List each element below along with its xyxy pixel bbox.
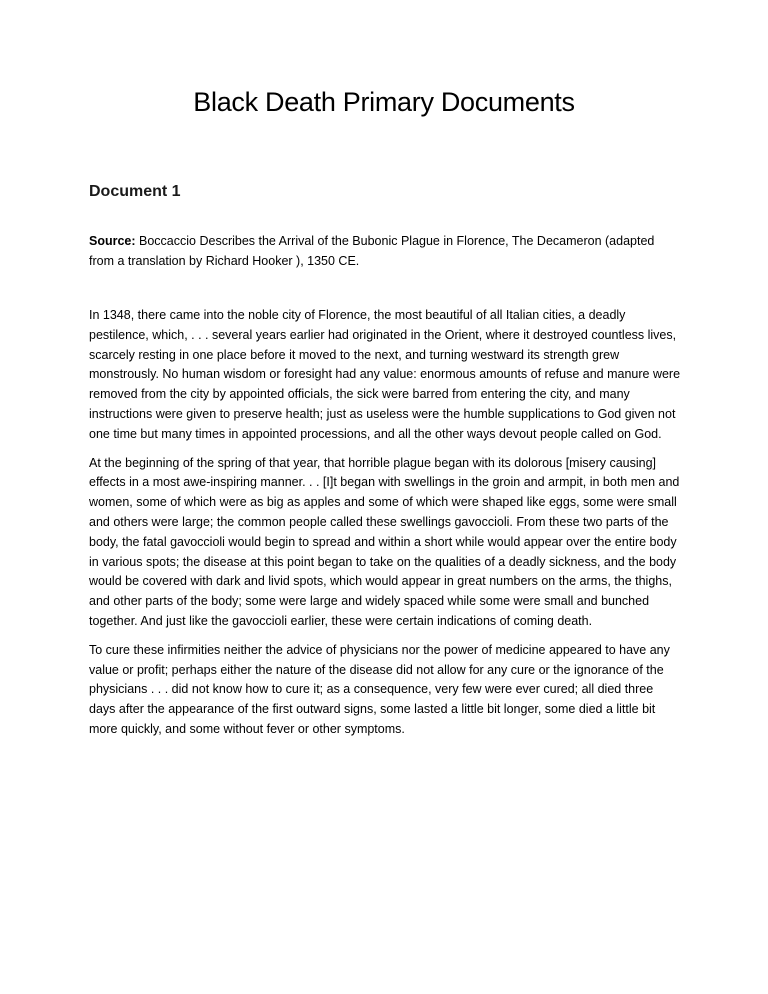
body-paragraph: At the beginning of the spring of that year, that horrible plague began with its dolorous [misery causing] effects in a most awe-inspiring manner. . . [I]t began with swellings in the groin and armpit, in both men and women, some of which were as big as apples and some of which were shaped like eggs, some were small and others were large; the common people called these swellings gavoccioli. From these two parts of the body, the fatal gavoccioli would begin to spread and within a short while would appear over the entire body in various spots; the disease at this point began to take on the qualities of a deadly sickness, and the body would be covered with dark and livid spots, which would appear in great numbers on the arms, the thighs, and other parts of the body; some were large and widely spaced while some were small and bunched together. And just like the gavoccioli earlier, these were certain indications of coming death. bbox=[89, 455, 680, 628]
page-title: Black Death Primary Documents bbox=[193, 87, 575, 117]
section-heading: Document 1 bbox=[89, 183, 181, 200]
body-paragraph: In 1348, there came into the noble city of Florence, the most beautiful of all Italian cities, a deadly pestilence, which, . . . several years earlier had originated in the Orient, where it destroyed countless lives, scarcely resting in one place before it moved to the next, and turning westward its strength grew monstrously. No human wisdom or foresight had any value: enormous amounts of refuse and manure were removed from the city by appointed officials, the sick were barred from entering the city, and many instructions were given to preserve health; just as useless were the humble supplications to God given not one time but many times in appointed processions, and all the other ways devout people called on God. bbox=[89, 308, 681, 441]
body-paragraph: To cure these infirmities neither the advice of physicians nor the power of medicine appeared to have any value or profit; perhaps either the nature of the disease did not allow for any cure or the ignorance of the physicians . . . did not know how to cure it; as a consequence, very few were ever cured; all died three days after the appearance of the first outward signs, some lasted a little bit longer, some died a little bit more quickly, and some without fever or other symptoms. bbox=[89, 642, 670, 736]
source-citation bbox=[89, 231, 681, 271]
source-label: Source: bbox=[89, 234, 136, 248]
document-body bbox=[89, 306, 681, 749]
source-text: Boccaccio Describes the Arrival of the Bubonic Plague in Florence, The Decameron (adapted from a translation by Richard Hooker ), 1350 CE. bbox=[89, 234, 655, 268]
